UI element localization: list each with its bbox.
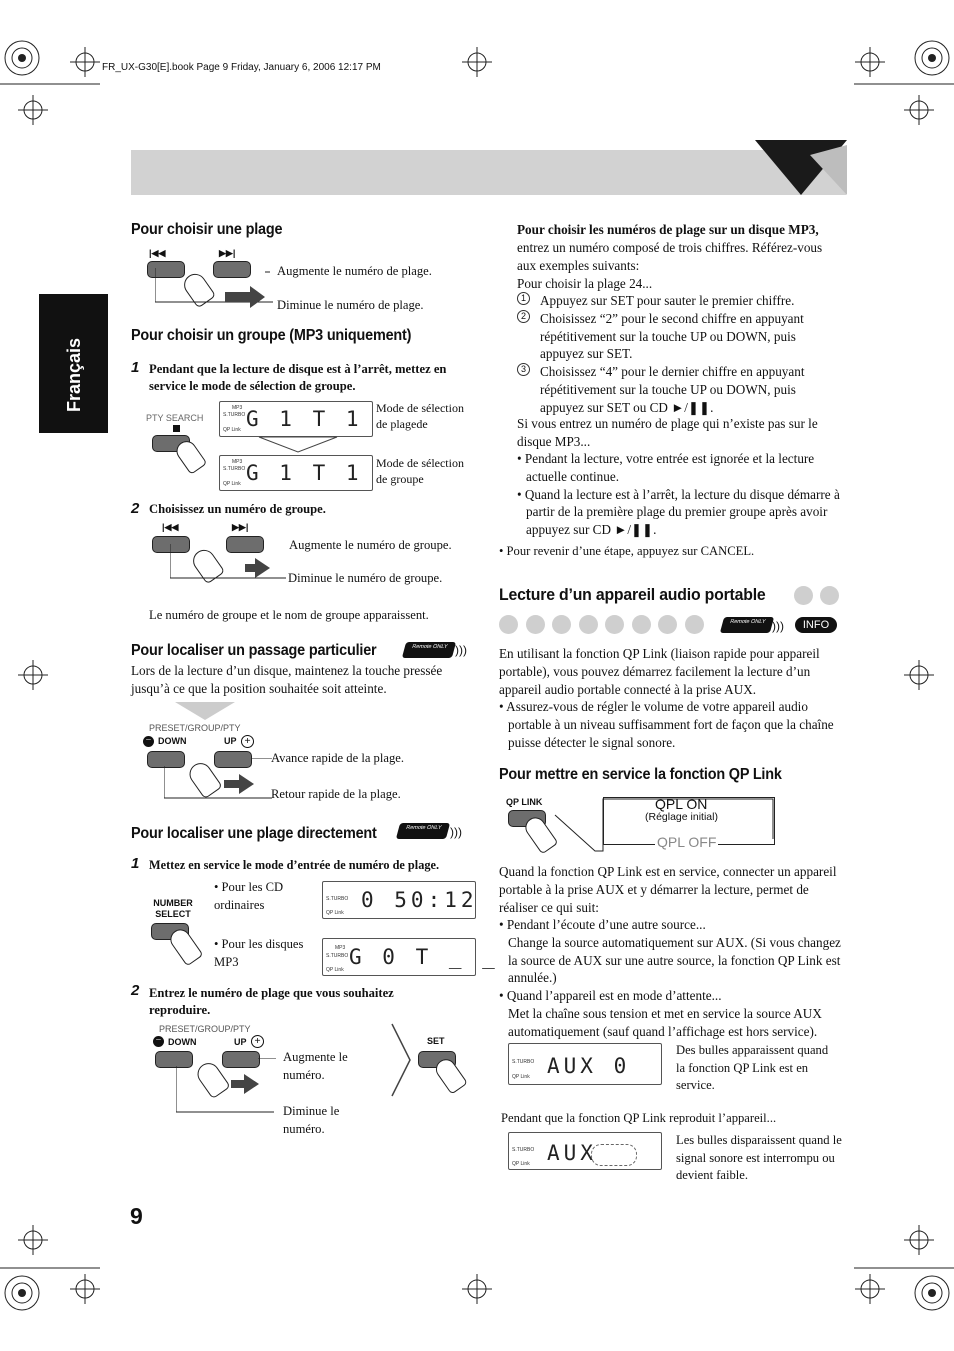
list-item: • Quand la lecture est à l’arrêt, la lecture du disque démarre à partir de la première plage du premier groupe après avoir appuyez sur CD ►/❚❚.: [517, 486, 840, 538]
groupe-step2: Choisissez un numéro de groupe.: [149, 502, 326, 516]
mp3-cancel: • Pour revenir d’une étape, appuyez sur CANCEL.: [499, 544, 755, 558]
up-label: UP: [224, 736, 237, 746]
mp3-step: 2 Choisissez “2” pour le second chiffre en appuyant répétitivement sur la touche UP ou DOWN, puis appuyez sur SET.: [517, 310, 843, 363]
side-tab-label: Français: [64, 337, 84, 412]
heading-choisir-plage: Pour choisir une plage: [131, 221, 283, 238]
groupe-note: Le numéro de groupe et le nom de groupe apparaissent.: [149, 608, 429, 622]
lcd-group-mode-2: MP3 S.TURBO QP Link G 1 T 1: [219, 455, 373, 491]
pty-search-label: PTY SEARCH: [146, 413, 204, 423]
qp-bullets: [499, 916, 844, 1041]
side-tab: [39, 294, 108, 433]
header-triangle: [755, 140, 847, 195]
remote-only-badge: Remote ONLY: [720, 617, 774, 633]
rew-text: Retour rapide de la plage.: [271, 787, 401, 801]
set-label: SET: [427, 1036, 445, 1046]
remote-only-badge: Remote ONLY: [402, 642, 456, 658]
mode-groupe-label: Mode de sélection de groupe: [376, 456, 464, 486]
mp3-example: Pour choisir la plage 24...: [517, 276, 653, 291]
direct-cd-label: • Pour les CD ordinaires: [214, 880, 284, 912]
up-label: UP: [234, 1037, 247, 1047]
header-band: [131, 150, 846, 195]
qpl-initial: (Réglage initial): [645, 811, 718, 823]
next-step-chevron: [390, 1022, 412, 1098]
mp3-step: 1 Appuyez sur SET pour sauter le premier chiffre.: [517, 292, 843, 310]
lcd-group-mode-1: MP3 S.TURBO QP Link G 1 T 1: [219, 401, 373, 437]
step-number: 2: [131, 500, 140, 517]
step-number: 1: [131, 855, 140, 872]
lcd-aux-no-bubbles: S.TURBO QP Link AUX: [508, 1132, 662, 1170]
preset-label: PRESET/GROUP/PTY: [149, 723, 241, 733]
signal-icon: ))): [450, 825, 462, 839]
list-item: • Pendant la lecture, votre entrée est ignorée et la lecture actuelle continue.: [517, 451, 815, 484]
plage-diagram: |◀◀ ▶▶|: [147, 248, 277, 308]
mp3-bullets: [517, 450, 843, 539]
signal-icon: ))): [772, 619, 784, 633]
heading-passage: Pour localiser un passage particulier: [131, 642, 377, 659]
qp-link-label: QP LINK: [506, 797, 543, 807]
mp3-step: 3 Choisissez “4” pour le dernier chiffre en appuyant répétitivement sur la touche UP ou DOWN, puis appuyez sur SET ou CD ►/❚❚.: [517, 363, 843, 416]
plus-icon: +: [251, 1035, 264, 1048]
step-number: 1: [131, 359, 140, 376]
direct-mp3-label: • Pour les disques MP3: [214, 937, 304, 969]
lcd-cd-entry: S.TURBO QP Link 0 50:12: [322, 881, 476, 919]
passage-text: Lors de la lecture d’un disque, maintenez la touche pressée jusqu’à ce que la position souhaitée soit atteinte.: [131, 663, 443, 696]
qpl-off: QPL OFF: [657, 834, 717, 850]
audio-bullet: • Assurez-vous de régler le volume de votre appareil audio portable à un niveau suffisamment fort de façon que la chaîne puisse détecter le signal sonore.: [499, 699, 834, 750]
lcd2-note: Les bulles disparaissent quand le signal sonore est interrompu ou devient faible.: [676, 1133, 842, 1182]
heading-direct: Pour localiser une plage directement: [131, 825, 377, 842]
list-item-text: Met la chaîne sous tension et met en service la source AUX automatiquement (sauf quand l’affichage est hors service).: [508, 1005, 822, 1039]
heading-audio: Lecture d’un appareil audio portable: [499, 585, 766, 604]
direct-down-text: Diminue le numéro.: [283, 1104, 340, 1136]
groupe-diagram: |◀◀ ▶▶|: [150, 522, 290, 582]
lcd1-note: Des bulles apparaissent quand la fonction QP Link est en service.: [676, 1043, 829, 1092]
down-label: DOWN: [168, 1037, 197, 1047]
groupe-up-text: Augmente le numéro de groupe.: [289, 538, 452, 552]
direct-up-text: Augmente le numéro.: [283, 1050, 348, 1082]
dot-row: [499, 615, 711, 634]
audio-para: En utilisant la fonction QP Link (liaison rapide pour appareil portable), vous pouvez démarrez facilement la lecture d’un appareil audio portable connecté à la prise AUX.: [499, 646, 820, 697]
list-item: • Quand l’appareil est en mode d’attente...: [499, 988, 722, 1004]
direct-step2: Entrez le numéro de plage que vous souhaitez reproduire.: [149, 986, 394, 1017]
groupe-step1: Pendant que la lecture de disque est à l’arrêt, mettez en service le mode de sélection de groupe.: [149, 362, 447, 393]
mp3-lead: Pour choisir les numéros de plage sur un disque MP3, entrez un numéro composé de trois chiffres. Référez-vous aux exemples suivants:: [517, 222, 823, 273]
qpl-on: QPL ON: [655, 796, 708, 812]
audio-heading-dots: [499, 585, 849, 605]
file-info: FR_UX-G30[E].book Page 9 Friday, January 6, 2006 12:17 PM: [102, 62, 381, 73]
heading-choisir-groupe: Pour choisir un groupe (MP3 uniquement): [131, 327, 412, 344]
number-select-label: NUMBER SELECT: [153, 898, 193, 919]
mp3-invalid: Si vous entrez un numéro de plage qui n’existe pas sur le disque MP3...: [517, 416, 818, 449]
minus-icon: −: [143, 736, 154, 747]
heading-qp-link: Pour mettre en service la fonction QP Link: [499, 766, 782, 783]
plage-up-text: Augmente le numéro de plage.: [277, 264, 432, 278]
info-badge: INFO: [795, 617, 837, 633]
mode-plage-label: Mode de sélection de plagede: [376, 401, 464, 431]
down-label: DOWN: [158, 736, 187, 746]
signal-icon: ))): [455, 643, 467, 657]
minus-icon: −: [153, 1036, 164, 1047]
qp-para: Quand la fonction QP Link est en service, connecter un appareil portable à la prise AUX et y démarrer la lecture, permet de réaliser ce qui suit:: [499, 864, 837, 915]
plus-icon: +: [241, 735, 254, 748]
step-number: 2: [131, 982, 140, 999]
stop-icon: [173, 425, 180, 432]
list-item: • Pendant l’écoute d’une autre source...: [499, 917, 706, 932]
plage-down-text: Diminue le numéro de plage.: [277, 298, 424, 312]
lcd-aux-bubbles: S.TURBO QP Link AUX 0: [508, 1043, 662, 1085]
qp-while: Pendant que la fonction QP Link reproduit l’appareil...: [501, 1111, 777, 1125]
preset-label: PRESET/GROUP/PTY: [159, 1024, 251, 1034]
lcd-mp3-entry: MP3 S.TURBO QP Link G 0 T _ _: [322, 938, 476, 976]
fwd-text: Avance rapide de la plage.: [271, 751, 404, 765]
mp3-steps: [517, 292, 843, 417]
groupe-down-text: Diminue le numéro de groupe.: [288, 571, 443, 585]
list-item-text: Change la source automatiquement sur AUX. (Si vous changez la source de AUX sur une autre source, la fonction QP Link est annulée.): [508, 934, 841, 986]
direct-step1: Mettez en service le mode d’entrée de numéro de plage.: [149, 858, 440, 872]
page-number: 9: [130, 1203, 143, 1229]
remote-only-badge: Remote ONLY: [396, 823, 450, 839]
